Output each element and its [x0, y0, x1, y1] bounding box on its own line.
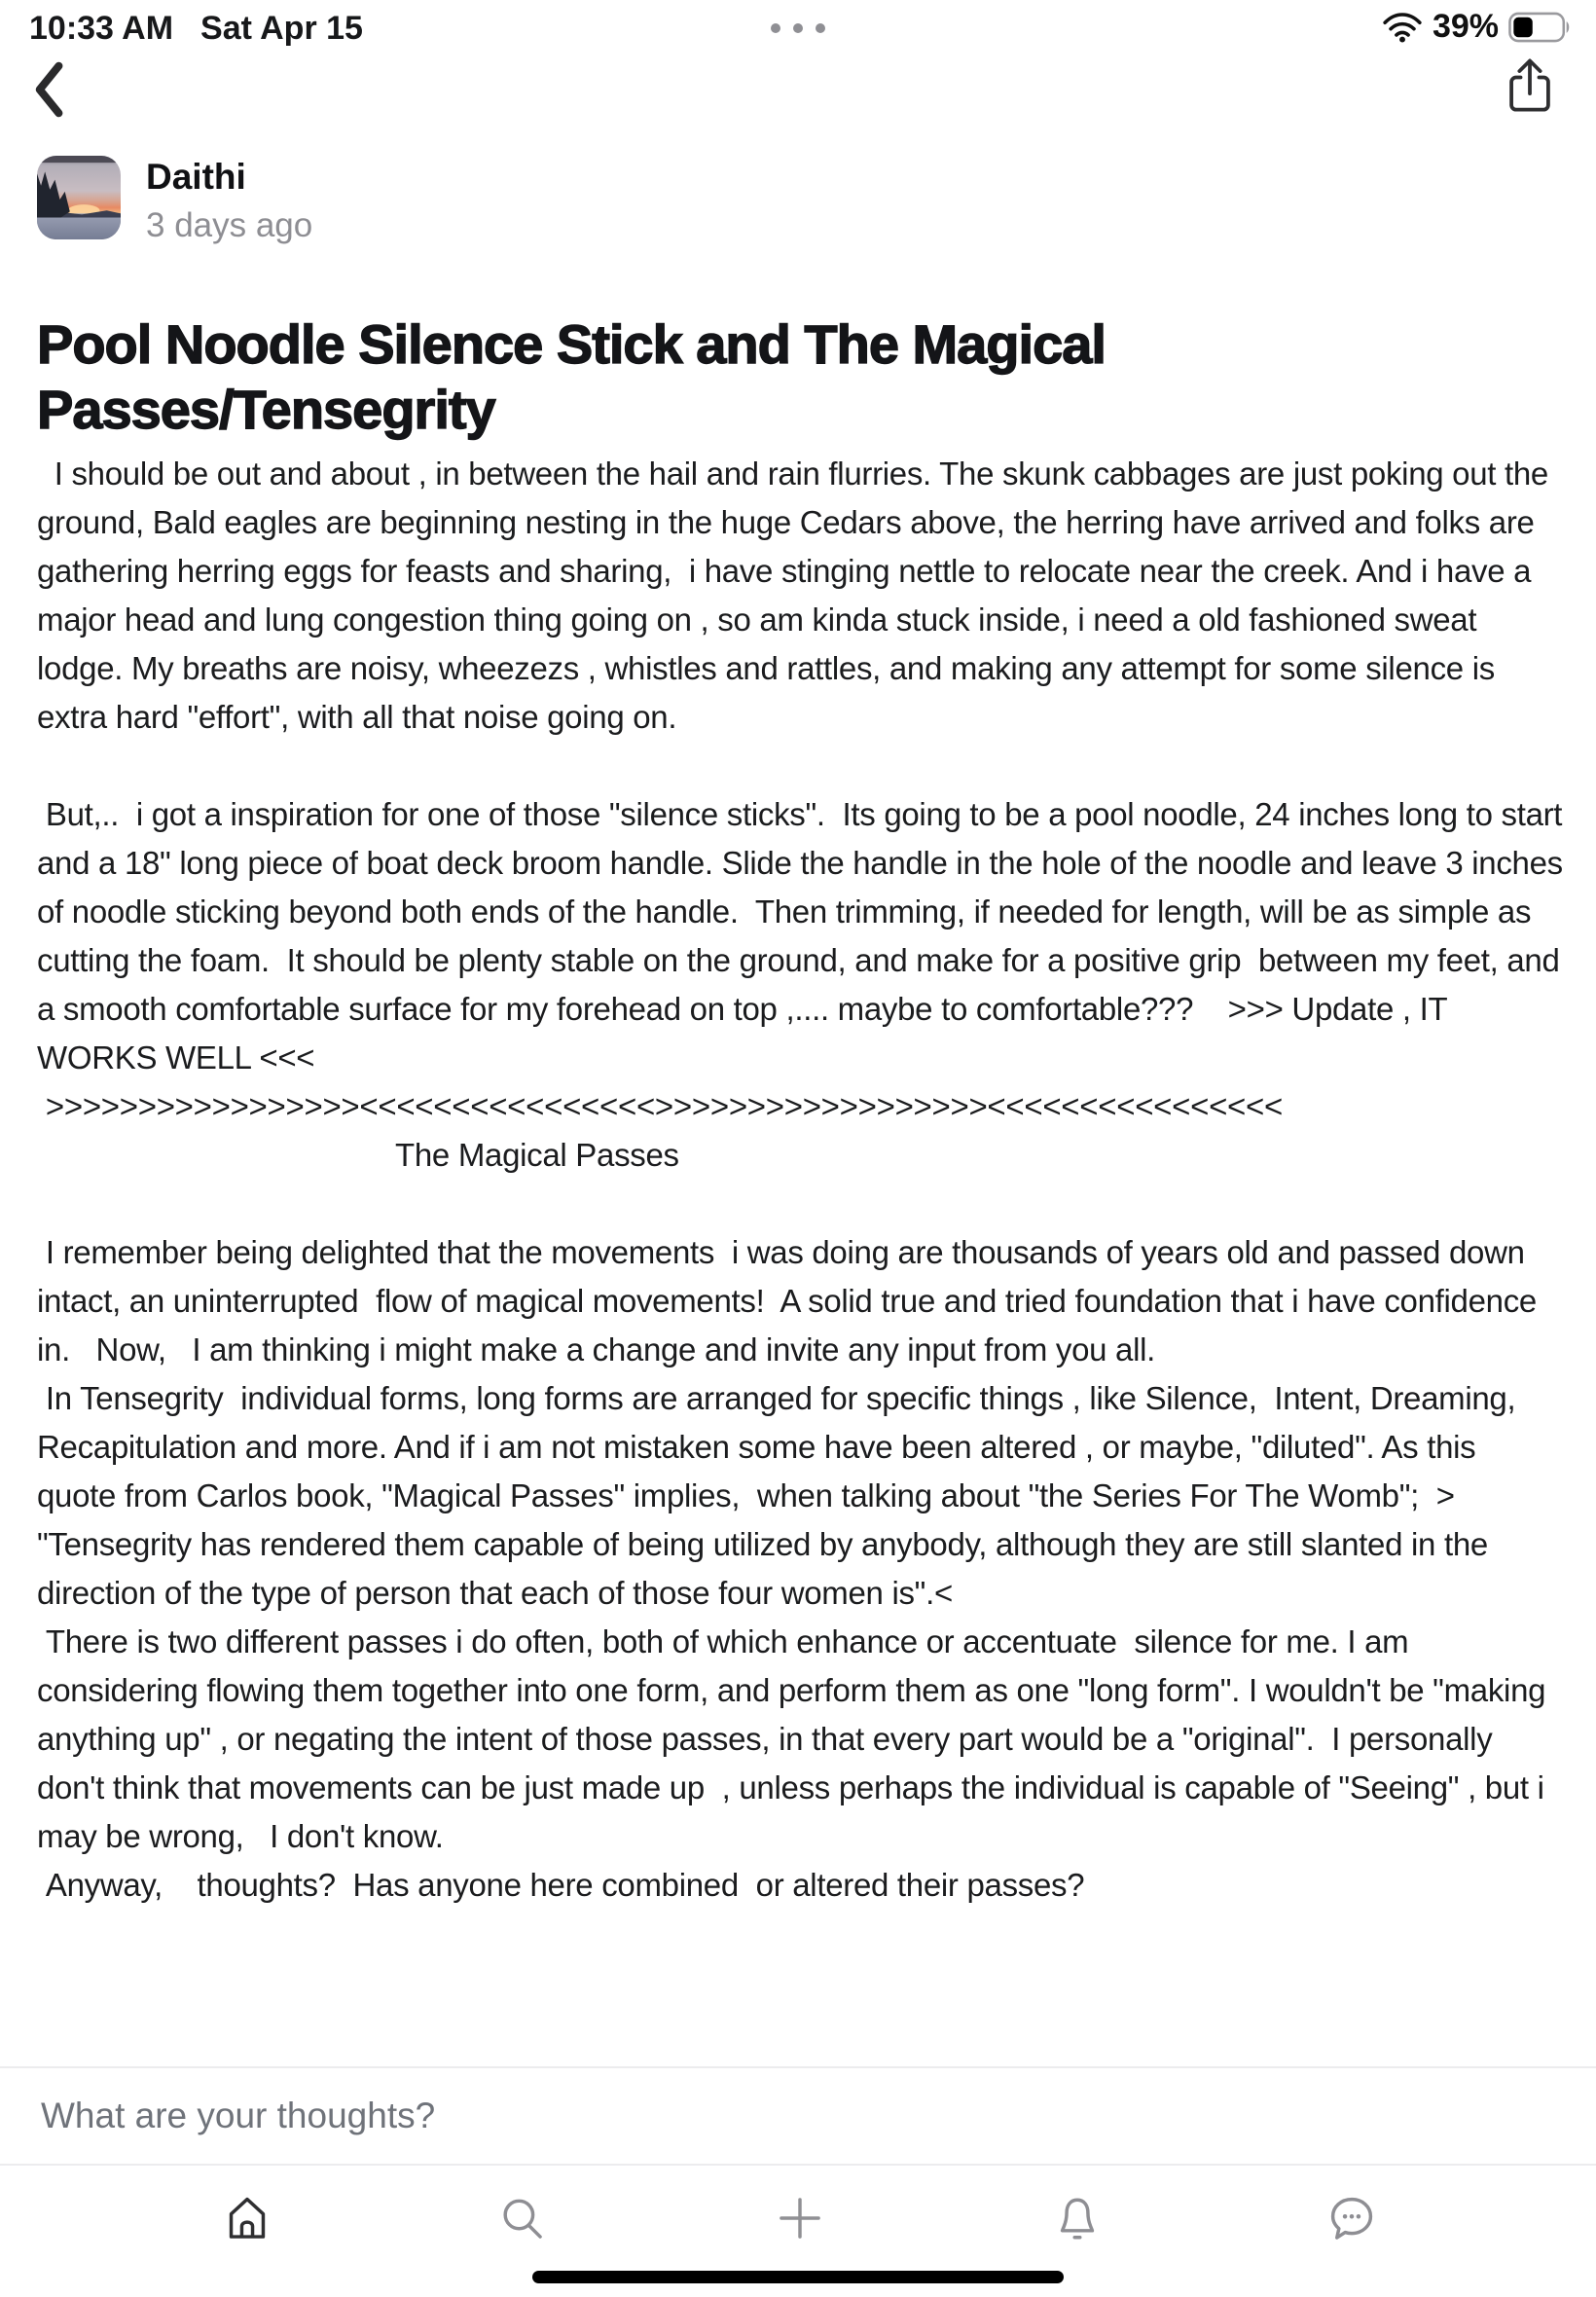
post-header: [37, 156, 312, 245]
plus-icon: [775, 2193, 825, 2243]
status-date: Sat Apr 15: [200, 10, 363, 47]
post-timestamp: 3 days ago: [146, 206, 313, 244]
bell-icon: [1052, 2193, 1103, 2243]
chevron-left-icon: [27, 60, 70, 119]
wifi-icon: [1382, 12, 1423, 43]
post-paragraph-arrows: >>>>>>>>>>>>>>>>><<<<<<<<<<<<<<<<>>>>>>>>>>>>>>>>>><<<<<<<<<<<<<<<<: [37, 1088, 1283, 1124]
status-indicators: [1382, 8, 1573, 46]
tab-messages[interactable]: [1326, 2193, 1377, 2243]
post-body: [37, 450, 1572, 1910]
post-paragraph: The Magical Passes: [395, 1137, 679, 1173]
status-time: 10:33 AM: [29, 10, 174, 47]
post-paragraph: There is two different passes i do often, both of which enhance or accentuate silence for me. I am considering flowing them together into one form, and perform them as one "long form". I wouldn't be "making anything up" , or negating the intent of those passes, in that every part would be a "original". I personally don't think that movements can be just made up , unless perhaps the individual is capable of "Seeing" , but i may be wrong, I don't know.: [37, 1623, 1555, 1854]
post-paragraph: But,.. i got a inspiration for one of those "silence sticks". Its going to be a pool noodle, 24 inches long to start and a 18" long piece of boat deck broom handle. Slide the handle in the hole of the noodle and leave 3 inches of noodle sticking beyond both ends of the handle. Then trimming, if needed for length, will be as simple as cutting the foam. It should be plenty stable on the ground, and make for a positive grip between my feet, and a smooth comfortable surface for my forehead on top ,.... maybe to comfortable??? >>> Update , IT WORKS WELL <<<: [37, 796, 1572, 1076]
chat-bubble-icon: [1326, 2193, 1377, 2243]
share-icon: [1505, 56, 1555, 117]
share-button[interactable]: [1505, 56, 1555, 117]
post-paragraph: Anyway, thoughts? Has anyone here combined or altered their passes?: [37, 1867, 1085, 1903]
tab-home[interactable]: [222, 2193, 272, 2243]
status-time-date: [29, 10, 363, 48]
dot: [793, 23, 803, 33]
home-indicator[interactable]: [532, 2271, 1064, 2283]
avatar[interactable]: [37, 156, 121, 239]
comment-input[interactable]: [39, 2095, 1405, 2137]
tab-notifications[interactable]: [1052, 2193, 1103, 2243]
status-bar: [0, 8, 1596, 53]
battery-percent: 39%: [1432, 8, 1499, 45]
multitask-dots-icon: [771, 23, 825, 33]
comment-bar: [0, 2066, 1596, 2166]
tab-search[interactable]: [496, 2193, 547, 2243]
author-name: Daithi: [146, 157, 246, 197]
dot: [771, 23, 780, 33]
back-button[interactable]: [27, 60, 70, 119]
author-block: [146, 156, 312, 245]
post-title: Pool Noodle Silence Stick and The Magical Passes/Tensegrity: [37, 312, 1106, 440]
tab-create[interactable]: [775, 2193, 825, 2243]
home-icon: [222, 2193, 272, 2243]
post-paragraph: [37, 1180, 1563, 1228]
post-paragraph: In Tensegrity individual forms, long forms are arranged for specific things , like Silence, Intent, Dreaming, Recapitulation and more. And if i am not mistaken some have been altered , or maybe, "diluted". As this quote from Carlos book, "Magical Passes" implies, when talking about "the Series For The Womb"; > "Tensegrity has rendered them capable of being utilized by anybody, although they are still slanted in the direction of the type of person that each of those four women is".<: [37, 1380, 1525, 1611]
post-paragraph: I remember being delighted that the movements i was doing are thousands of years old and passed down intact, an uninterrupted flow of magical movements! A solid true and tried foundation that i have confidence in. Now, I am thinking i might make a change and invite any input from you all.: [37, 1234, 1545, 1367]
post-paragraph: [37, 742, 1563, 790]
post-paragraph: I should be out and about , in between the hail and rain flurries. The skunk cabbages are just poking out the ground, Bald eagles are beginning nesting in the huge Cedars above, the herring have arrived and folks are gathering herring eggs for feasts and sharing, i have stinging nettle to relocate near the creek. And i have a major head and lung congestion thing going on , so am kinda stuck inside, i need a old fashioned sweat lodge. My breaths are noisy, wheezezs , whistles and rattles, and making any attempt for some silence is extra hard "effort", with all that noise going on.: [37, 456, 1557, 735]
battery-icon: [1508, 12, 1573, 43]
search-icon: [496, 2193, 547, 2243]
dot: [816, 23, 825, 33]
